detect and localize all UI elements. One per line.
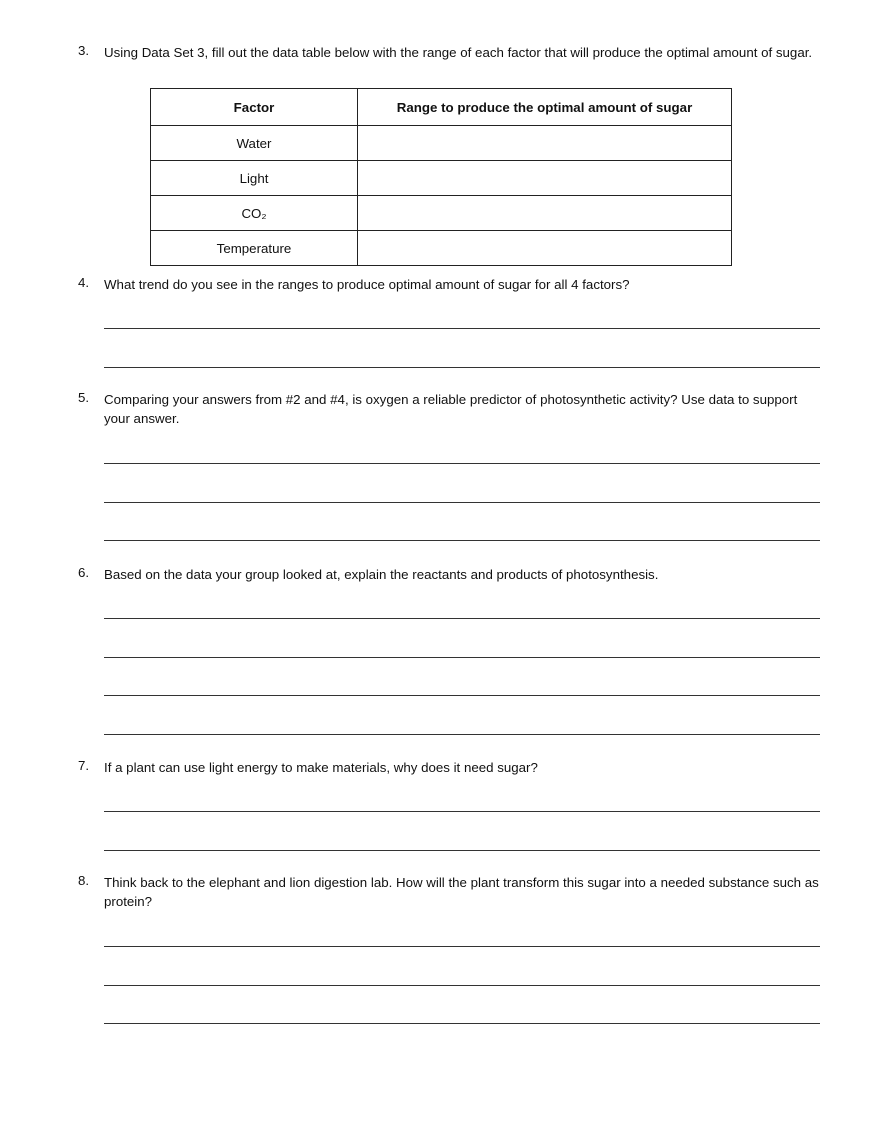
- question-number: 4.: [78, 275, 90, 290]
- factor-range-table: [150, 88, 732, 266]
- question-text: Based on the data your group looked at, explain the reactants and products of photosynthesis.: [104, 567, 659, 582]
- table-row: [151, 231, 732, 266]
- question-number: 3.: [78, 43, 90, 58]
- answer-line[interactable]: [104, 734, 820, 735]
- answer-line[interactable]: [104, 850, 820, 851]
- answer-line[interactable]: [104, 502, 820, 503]
- question-number: 6.: [78, 565, 90, 580]
- question-text: Using Data Set 3, fill out the data table below with the range of each factor that will produce the optimal amount of sugar.: [104, 45, 813, 60]
- question-number: 8.: [78, 873, 90, 888]
- answer-line[interactable]: [104, 618, 820, 619]
- factor-cell: Water: [151, 126, 358, 161]
- answer-line[interactable]: [104, 811, 820, 812]
- answer-line[interactable]: [104, 540, 820, 541]
- question-text: Think back to the elephant and lion digestion lab. How will the plant transform this sugar into a needed substance such as protein?: [104, 875, 819, 909]
- table-row: [151, 196, 732, 231]
- question-number: 7.: [78, 758, 90, 773]
- factor-cell: Light: [151, 161, 358, 196]
- answer-line[interactable]: [104, 946, 820, 947]
- factor-cell: CO₂: [151, 196, 358, 231]
- answer-line[interactable]: [104, 985, 820, 986]
- factor-cell: Temperature: [151, 231, 358, 266]
- question-text: Comparing your answers from #2 and #4, is oxygen a reliable predictor of photosynthetic activity? Use data to support your answer.: [104, 392, 798, 426]
- answer-line[interactable]: [104, 328, 820, 329]
- table-row: [151, 126, 732, 161]
- header-range: Range to produce the optimal amount of sugar: [358, 89, 732, 126]
- question-text: If a plant can use light energy to make materials, why does it need sugar?: [104, 760, 538, 775]
- range-input-cell[interactable]: [358, 196, 732, 231]
- range-input-cell[interactable]: [358, 231, 732, 266]
- question-number: 5.: [78, 390, 90, 405]
- answer-line[interactable]: [104, 367, 820, 368]
- header-factor: Factor: [151, 89, 358, 126]
- answer-line[interactable]: [104, 657, 820, 658]
- range-input-cell[interactable]: [358, 161, 732, 196]
- table-row: [151, 161, 732, 196]
- answer-line[interactable]: [104, 463, 820, 464]
- question-text: What trend do you see in the ranges to produce optimal amount of sugar for all 4 factors?: [104, 277, 630, 292]
- answer-line[interactable]: [104, 695, 820, 696]
- answer-line[interactable]: [104, 1023, 820, 1024]
- range-input-cell[interactable]: [358, 126, 732, 161]
